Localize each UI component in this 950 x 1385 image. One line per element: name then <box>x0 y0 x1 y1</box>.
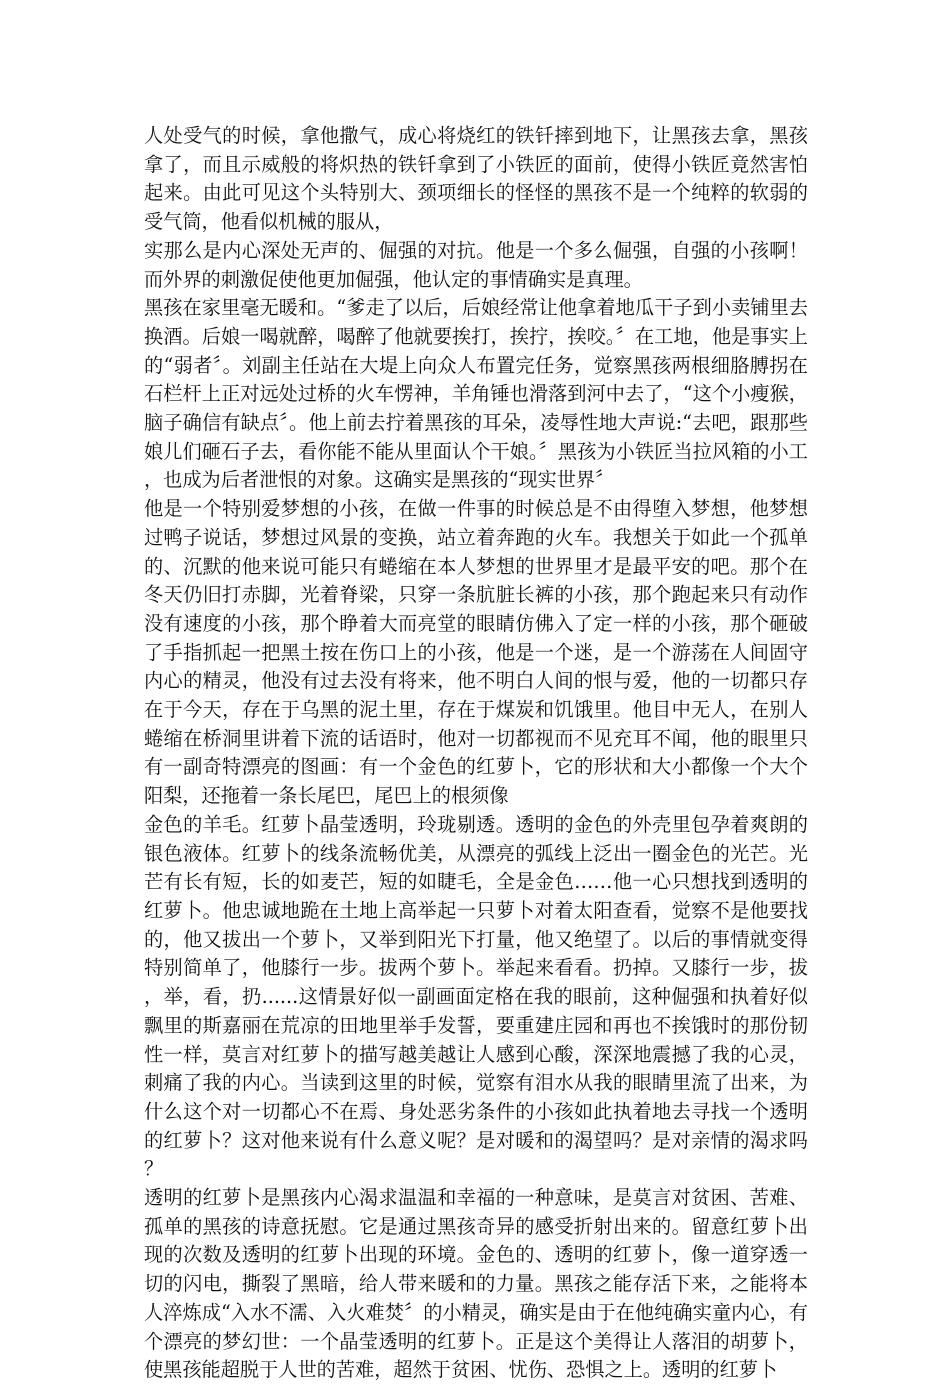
paragraph-4: 他是一个特别爱梦想的小孩，在做一件事的时候总是不由得堕入梦想，他梦想过鸭子说话，梦想过风景的变换，站立着奔跑的火车。我想关于如此一个孤单的、沉默的他来说可能只有蜷缩在本人梦想的世界里才是最平安的吧。那个在冬天仍旧打赤脚，光着脊梁，只穿一条肮脏长裤的小孩，那个跑起来只有动作没有速度的小孩，那个睁着大而亮堂的眼睛仿佛入了定一样的小孩，那个砸破了手指抓起一把黑土按在伤口上的小孩，他是一个迷，是一个游荡在人间固守内心的精灵，他没有过去没有将来，他不明白人间的恨与爱，他的一切都只存在于今天，存在于乌黑的泥土里，存在于煤炭和饥饿里。他目中无人，在别人蜷缩在桥洞里讲着下流的话语时，他对一切都视而不见充耳不闻，他的眼里只有一副奇特漂亮的图画：有一个金色的红萝卜，它的形状和大小都像一个大个阳梨，还拖着一条长尾巴，尾巴上的根须像 <box>144 497 808 808</box>
paragraph-6: 透明的红萝卜是黑孩内心渴求温温和幸福的一种意味，是莫言对贫困、苦难、孤单的黑孩的诗意抚慰。它是通过黑孩奇异的感受折射出来的。留意红萝卜出现的次数及透明的红萝卜出现的环境。金色的、透明的红萝卜，像一道穿透一切的闪电，撕裂了黑暗，给人带来暖和的力量。黑孩之能存活下来，之能将本人淬炼成“入水不濡、入火难焚〞的小精灵，确实是由于在他纯确实童内心，有个漂亮的梦幻世：一个晶莹透明的红萝卜。正是这个美得让人落泪的胡萝卜，使黑孩能超脱于人世的苦难，超然于贫困、忧伤、恐惧之上。透明的红萝卜 <box>144 1186 808 1382</box>
document-page <box>144 122 808 1385</box>
paragraph-5: 金色的羊毛。红萝卜晶莹透明，玲珑剔透。透明的金色的外壳里包孕着爽朗的银色液体。红萝卜的线条流畅优美，从漂亮的弧线上泛出一圈金色的光芒。光芒有长有短，长的如麦芒，短的如睫毛，全是金色……他一心只想找到透明的红萝卜。他忠诚地跪在土地上高举起一只萝卜对着太阳查看，觉察不是他要找的，他又拔出一个萝卜，又举到阳光下打量，他又绝望了。以后的事情就变得特别简单了，他膝行一步。拔两个萝卜。举起来看看。扔掉。又膝行一步，拔，举，看，扔......这情景好似一副画面定格在我的眼前，这种倔强和执着好似飘里的斯嘉丽在荒凉的田地里举手发誓，要重建庄园和再也不挨饿时的那份韧性一样，莫言对红萝卜的描写越美越让人感到心酸，深深地震撼了我的心灵，刺痛了我的内心。当读到这里的时候，觉察有泪水从我的眼睛里流了出来，为什么这个对一切都心不在焉、身处恶劣条件的小孩如此执着地去寻找一个透明的红萝卜？这对他来说有什么意义呢？是对暖和的渴望吗？是对亲情的渴求吗？ <box>144 812 808 1181</box>
paragraph-1: 人处受气的时候，拿他撒气，成心将烧红的铁钎摔到地下，让黑孩去拿，黑孩拿了，而且示威般的将炽热的铁钎拿到了小铁匠的面前，使得小铁匠竟然害怕起来。由此可见这个头特别大、颈项细长的怪怪的黑孩不是一个纯粹的软弱的受气筒，他看似机械的服从， <box>144 124 808 234</box>
paragraph-2: 实那么是内心深处无声的、倔强的对抗。他是一个多么倔强，自强的小孩啊！而外界的刺激促使他更加倔强，他认定的事情确实是真理。 <box>144 238 808 291</box>
paragraph-3: 黑孩在家里毫无暖和。“爹走了以后，后娘经常让他拿着地瓜干子到小卖铺里去换酒。后娘一喝就醉，喝醉了他就要挨打，挨拧，挨咬。〞在工地，他是事实上的“弱者〞。刘副主任站在大堤上向众人布置完任务，觉察黑孩两根细胳膊拐在石栏杆上正对远处过桥的火车愣神，羊角锤也滑落到河中去了，“这个小瘦猴，脑子确信有缺点〞。他上前去拧着黑孩的耳朵，凌辱性地大声说:“去吧，跟那些娘儿们砸石子去，看你能不能从里面认个干娘。〞黑孩为小铁匠当拉风箱的小工，也成为后者泄恨的对象。这确实是黑孩的“现实世界〞 <box>144 296 808 492</box>
